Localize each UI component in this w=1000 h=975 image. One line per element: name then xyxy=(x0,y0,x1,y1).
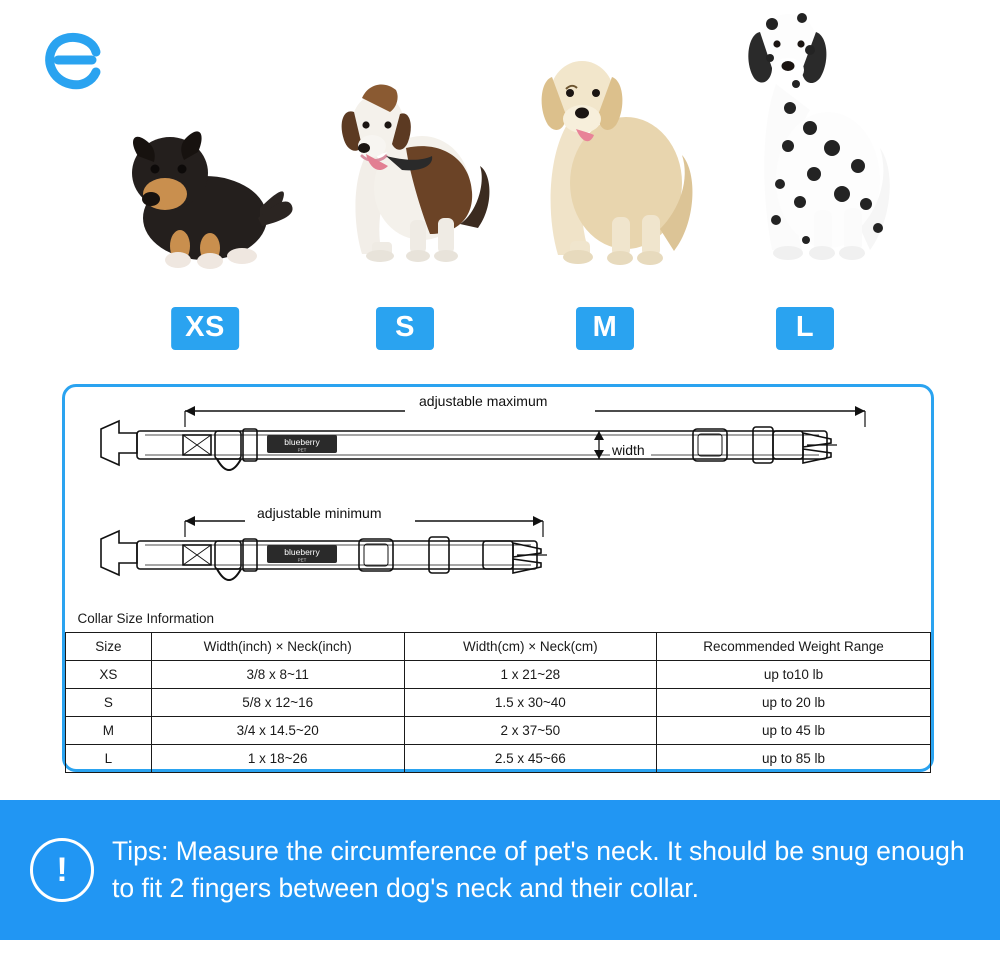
dog-size-cell-m xyxy=(510,0,700,350)
label-adjustable-minimum: adjustable minimum xyxy=(251,505,388,521)
cell-weight: up to 20 lb xyxy=(657,689,931,717)
size-badge-m: M xyxy=(576,307,634,350)
collar-brand-label: blueberry xyxy=(284,437,320,447)
cell-cm: 2.5 x 45~66 xyxy=(404,745,656,773)
black-tan-puppy-illustration xyxy=(110,68,300,288)
cell-inch: 3/8 x 8~11 xyxy=(151,661,404,689)
svg-text:PET: PET xyxy=(297,447,307,453)
collar-diagram xyxy=(65,387,931,599)
table-header-weight: Recommended Weight Range xyxy=(657,633,931,661)
label-width: width xyxy=(610,442,651,458)
table-row xyxy=(66,689,931,717)
size-badge-s: S xyxy=(376,307,434,350)
table-header-cm: Width(cm) × Neck(cm) xyxy=(404,633,656,661)
collar-size-panel xyxy=(62,384,934,772)
collar-size-table xyxy=(65,605,931,773)
golden-retriever-illustration xyxy=(510,3,700,288)
cell-size: XS xyxy=(66,661,152,689)
table-row xyxy=(66,661,931,689)
cell-weight: up to10 lb xyxy=(657,661,931,689)
size-table-wrap xyxy=(65,605,931,773)
size-badge-l: L xyxy=(776,307,834,350)
cell-size: L xyxy=(66,745,152,773)
size-badge-xs: XS xyxy=(171,307,239,350)
table-caption-row xyxy=(66,605,931,633)
dalmatian-illustration xyxy=(710,0,900,288)
exclamation-mark: ! xyxy=(56,851,68,889)
cell-inch: 5/8 x 12~16 xyxy=(151,689,404,717)
cell-weight: up to 85 lb xyxy=(657,745,931,773)
brand-logo xyxy=(38,26,110,98)
beagle-illustration xyxy=(310,28,500,288)
blueberry-e-logo xyxy=(38,26,110,98)
dog-size-cell-s xyxy=(310,0,500,350)
cell-inch: 1 x 18~26 xyxy=(151,745,404,773)
cell-size: M xyxy=(66,717,152,745)
dog-size-cell-xs xyxy=(110,0,300,350)
cell-cm: 1.5 x 30~40 xyxy=(404,689,656,717)
tips-banner xyxy=(0,800,1000,940)
cell-weight: up to 45 lb xyxy=(657,717,931,745)
table-caption: Collar Size Information xyxy=(66,605,931,633)
cell-size: S xyxy=(66,689,152,717)
table-row xyxy=(66,717,931,745)
svg-text:PET: PET xyxy=(297,557,307,563)
label-adjustable-maximum: adjustable maximum xyxy=(413,393,553,409)
cell-cm: 2 x 37~50 xyxy=(404,717,656,745)
cell-inch: 3/4 x 14.5~20 xyxy=(151,717,404,745)
svg-text:blueberry: blueberry xyxy=(284,547,320,557)
table-row xyxy=(66,745,931,773)
cell-cm: 1 x 21~28 xyxy=(404,661,656,689)
exclamation-circle-icon xyxy=(30,838,94,902)
table-header-inch: Width(inch) × Neck(inch) xyxy=(151,633,404,661)
table-header-row xyxy=(66,633,931,661)
dog-size-cell-l xyxy=(710,0,900,350)
dog-size-row xyxy=(110,0,990,350)
table-header-size: Size xyxy=(66,633,152,661)
collar-diagram-svg xyxy=(65,387,931,599)
tips-text: Tips: Measure the circumference of pet's neck. It should be snug enough to fit 2 fingers between dog's neck and their collar. xyxy=(112,836,965,903)
